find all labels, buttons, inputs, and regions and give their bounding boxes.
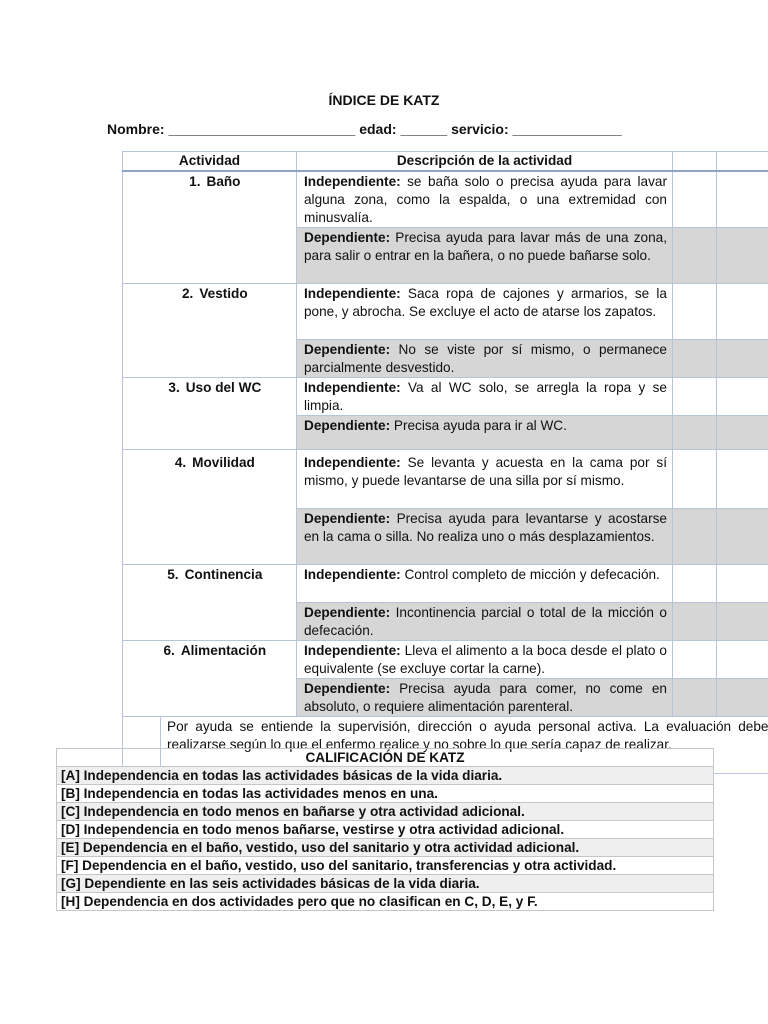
score-cell[interactable] [717, 679, 768, 717]
dependiente-description: Dependiente: No se viste por sí mismo, o permanece parcialmente desvestido. [297, 340, 673, 378]
independiente-description: Independiente: Control completo de micción y defecación. [297, 565, 673, 603]
patient-info-line [107, 121, 622, 137]
score-cell[interactable] [673, 565, 717, 603]
activity-name: 1. Baño [123, 171, 297, 284]
score-cell[interactable] [717, 565, 768, 603]
score-cell[interactable] [673, 284, 717, 340]
activity-name: 4. Movilidad [123, 450, 297, 565]
score-cell[interactable] [673, 641, 717, 679]
calificacion-row-g [57, 875, 714, 893]
header-descripcion: Descripción de la actividad [297, 152, 673, 172]
calificacion-title: CALIFICACIÓN DE KATZ [57, 749, 714, 767]
edad-field[interactable]: ______ [400, 121, 448, 137]
activity-row-vestido-independiente [123, 284, 768, 340]
calificacion-row-d [57, 821, 714, 839]
score-cell[interactable] [673, 603, 717, 641]
note-text: Por ayuda se entiende la supervisión, dirección o ayuda personal activa. La evaluación debe realizarse según lo que el enfermo realice y no sobre lo que sería capaz de realizar. [161, 717, 768, 774]
score-cell[interactable] [673, 679, 717, 717]
score-cell[interactable] [717, 450, 768, 509]
activity-row-wc-independiente [123, 378, 768, 416]
score-cell[interactable] [673, 450, 717, 509]
activity-name: 5. Continencia [123, 565, 297, 641]
calificacion-row-c [57, 803, 714, 821]
nombre-field[interactable]: ________________________ [168, 121, 356, 137]
dependiente-description: Dependiente: Incontinencia parcial o total de la micción o defecación. [297, 603, 673, 641]
score-cell[interactable] [717, 641, 768, 679]
calificacion-item: [A] Independencia en todas las actividades básicas de la vida diaria. [57, 767, 714, 785]
calificacion-row-b [57, 785, 714, 803]
servicio-field[interactable]: ______________ [512, 121, 622, 137]
activity-row-continencia-independiente [123, 565, 768, 603]
calificacion-item: [D] Independencia en todo menos bañarse, vestirse y otra actividad adicional. [57, 821, 714, 839]
activity-name: 2. Vestido [123, 284, 297, 378]
score-cell[interactable] [717, 284, 768, 340]
calificacion-row-h [57, 893, 714, 911]
activity-row-bano-independiente [123, 171, 768, 228]
calificacion-item: [H] Dependencia en dos actividades pero que no clasifican en C, D, E, y F. [57, 893, 714, 911]
independiente-description: Independiente: Saca ropa de cajones y armarios, se la pone, y abrocha. Se excluye el acto de atarse los zapatos. [297, 284, 673, 340]
score-cell[interactable] [673, 228, 717, 284]
score-cell[interactable] [673, 416, 717, 450]
calificacion-row-e [57, 839, 714, 857]
score-cell[interactable] [717, 509, 768, 565]
activity-row-alimentacion-independiente [123, 641, 768, 679]
header-score-col-2 [717, 152, 768, 172]
edad-label: edad: [359, 121, 397, 137]
activity-name: 3. Uso del WC [123, 378, 297, 450]
calificacion-item: [G] Dependiente en las seis actividades básicas de la vida diaria. [57, 875, 714, 893]
table-header-row [123, 152, 768, 172]
activity-row-movilidad-independiente [123, 450, 768, 509]
score-cell[interactable] [717, 228, 768, 284]
independiente-description: Independiente: Va al WC solo, se arregla la ropa y se limpia. [297, 378, 673, 416]
calificacion-row-a [57, 767, 714, 785]
calificacion-table [56, 748, 714, 911]
header-score-col-1 [673, 152, 717, 172]
calificacion-item: [C] Independencia en todo menos en bañarse y otra actividad adicional. [57, 803, 714, 821]
dependiente-description: Dependiente: Precisa ayuda para levantarse y acostarse en la cama o silla. No realiza uno o más desplazamientos. [297, 509, 673, 565]
score-cell[interactable] [673, 378, 717, 416]
activity-name: 6. Alimentación [123, 641, 297, 717]
dependiente-description: Dependiente: Precisa ayuda para lavar más de una zona, para salir o entrar en la bañera, o no puede bañarse solo. [297, 228, 673, 284]
score-cell[interactable] [717, 603, 768, 641]
score-cell[interactable] [673, 171, 717, 228]
independiente-description: Independiente: Se levanta y acuesta en la cama por sí mismo, y puede levantarse de una silla por sí mismo. [297, 450, 673, 509]
score-cell[interactable] [717, 340, 768, 378]
score-cell[interactable] [717, 378, 768, 416]
independiente-description: Independiente: se baña solo o precisa ayuda para lavar alguna zona, como la espalda, o una extremidad con minusvalía. [297, 171, 673, 228]
score-cell[interactable] [717, 171, 768, 228]
servicio-label: servicio: [451, 121, 509, 137]
nombre-label: Nombre: [107, 121, 165, 137]
dependiente-description: Dependiente: Precisa ayuda para ir al WC. [297, 416, 673, 450]
activities-table [122, 151, 768, 774]
calificacion-row-f [57, 857, 714, 875]
score-cell[interactable] [717, 416, 768, 450]
calificacion-item: [F] Dependencia en el baño, vestido, uso del sanitario, transferencias y otra actividad. [57, 857, 714, 875]
document-title: ÍNDICE DE KATZ [328, 92, 440, 108]
calificacion-item: [B] Independencia en todas las actividades menos en una. [57, 785, 714, 803]
score-cell[interactable] [673, 509, 717, 565]
score-cell[interactable] [673, 340, 717, 378]
header-actividad: Actividad [123, 152, 297, 172]
dependiente-description: Dependiente: Precisa ayuda para comer, no come en absoluto, o requiere alimentación parenteral. [297, 679, 673, 717]
calificacion-item: [E] Dependencia en el baño, vestido, uso del sanitario y otra actividad adicional. [57, 839, 714, 857]
calificacion-header-row [57, 749, 714, 767]
independiente-description: Independiente: Lleva el alimento a la boca desde el plato o equivalente (se excluye cortar la carne). [297, 641, 673, 679]
